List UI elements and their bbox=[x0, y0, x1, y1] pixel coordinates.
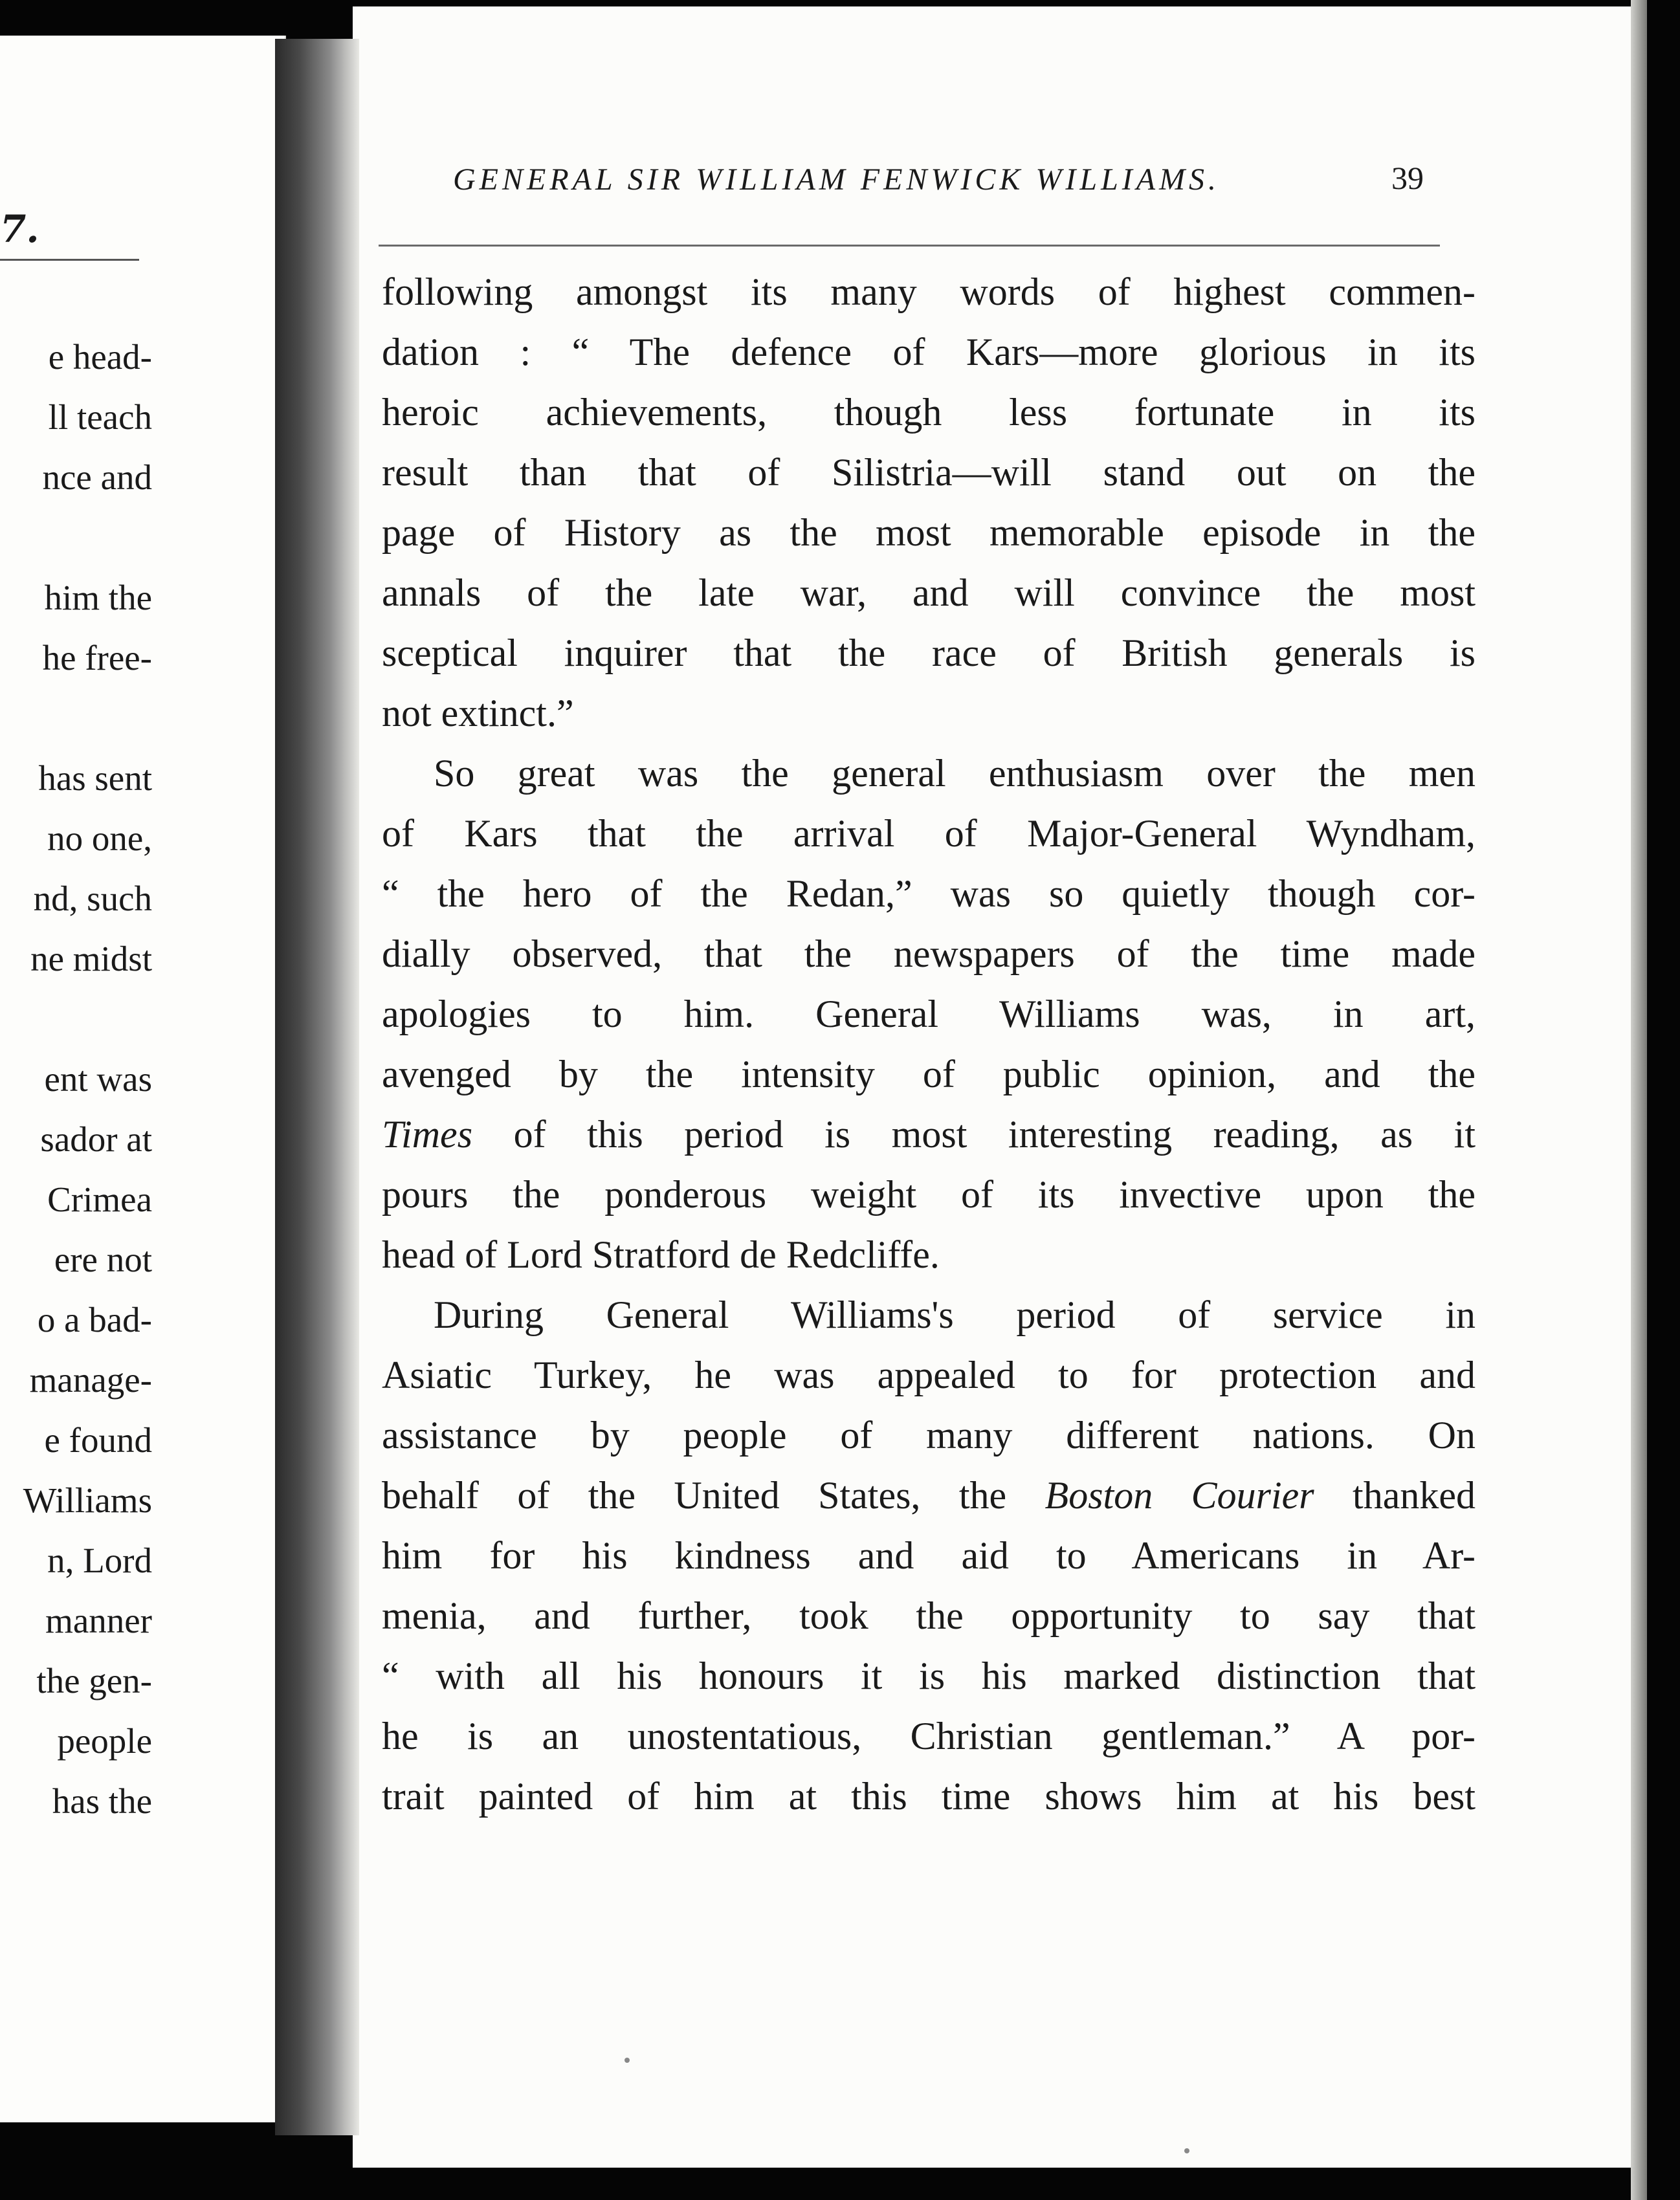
text-line: “ the hero of the Redan,” was so quietly though cor- bbox=[382, 872, 1476, 915]
text-line: During General Williams's period of service in bbox=[434, 1293, 1476, 1336]
text-line: apologies to him. General Williams was, in art, bbox=[382, 993, 1476, 1035]
page-number: 39 bbox=[1391, 160, 1424, 196]
text-line: dially observed, that the newspapers of the time made bbox=[382, 932, 1476, 975]
left-page-text bbox=[23, 327, 152, 1831]
text-line: result than that of Silistria—will stand out on the bbox=[382, 451, 1476, 494]
text-line: dation : “ The defence of Kars—more glorious in its bbox=[382, 331, 1476, 373]
text-line-times bbox=[382, 1105, 1476, 1165]
left-line: people bbox=[57, 1721, 152, 1761]
text-line: of Kars that the arrival of Major-General Wyndham, bbox=[382, 812, 1476, 855]
left-line: sador at bbox=[40, 1119, 152, 1159]
book-gutter-shadow bbox=[275, 39, 359, 2135]
header-rule bbox=[379, 245, 1440, 247]
paragraph-3 bbox=[382, 1285, 1476, 1827]
text-line: not extinct.” bbox=[382, 692, 574, 734]
text-line: assistance by people of many different nations. On bbox=[382, 1414, 1476, 1457]
paragraph-1 bbox=[382, 262, 1476, 743]
left-line-blank bbox=[23, 507, 152, 567]
page-body bbox=[382, 262, 1476, 1827]
left-line: ll teach bbox=[48, 397, 152, 437]
text-line: sceptical inquirer that the race of British generals is bbox=[382, 632, 1476, 674]
page-edge bbox=[1631, 0, 1647, 2200]
text-fragment: of this period is most interesting reading, as it bbox=[513, 1113, 1476, 1156]
left-line: manner bbox=[45, 1601, 152, 1640]
text-line: So great was the general enthusiasm over the men bbox=[434, 752, 1476, 795]
left-line: ne midst bbox=[30, 939, 152, 978]
scan-speck bbox=[624, 2058, 630, 2063]
left-line: nce and bbox=[42, 457, 152, 497]
left-line: o a bad- bbox=[37, 1300, 152, 1339]
text-line: annals of the late war, and will convince the most bbox=[382, 571, 1476, 614]
text-line: he is an unostentatious, Christian gentleman.” A por- bbox=[382, 1715, 1476, 1757]
left-line-blank bbox=[23, 989, 152, 1049]
left-line: n, Lord bbox=[47, 1541, 152, 1580]
left-line: him the bbox=[44, 578, 152, 617]
times-title: Times bbox=[382, 1113, 473, 1156]
text-line: following amongst its many words of highest commen- bbox=[382, 270, 1476, 313]
left-line: he free- bbox=[42, 638, 152, 677]
text-line: Asiatic Turkey, he was appealed to for protection and bbox=[382, 1354, 1476, 1396]
left-line: no one, bbox=[47, 819, 152, 858]
left-line: manage- bbox=[29, 1360, 152, 1400]
left-line: has the bbox=[52, 1781, 152, 1821]
left-line: e found bbox=[44, 1420, 152, 1460]
scan-speck bbox=[1184, 2148, 1189, 2153]
text-line: him for his kindness and aid to Americans in Ar- bbox=[382, 1534, 1476, 1577]
text-line: pours the ponderous weight of its invective upon the bbox=[382, 1173, 1476, 1216]
text-line: head of Lord Stratford de Redcliffe. bbox=[382, 1233, 940, 1276]
text-fragment: thanked bbox=[1353, 1474, 1476, 1517]
text-line: page of History as the most memorable episode in the bbox=[382, 511, 1476, 554]
text-line-boston bbox=[382, 1466, 1476, 1526]
left-line: ere not bbox=[54, 1240, 152, 1279]
text-line: “ with all his honours it is his marked distinction that bbox=[382, 1655, 1476, 1697]
left-header-rule bbox=[0, 259, 139, 261]
left-line: e head- bbox=[48, 337, 152, 377]
left-line: the gen- bbox=[36, 1661, 152, 1700]
running-head-title: GENERAL SIR WILLIAM FENWICK WILLIAMS. bbox=[453, 162, 1221, 197]
left-running-head-fragment: 7. bbox=[0, 207, 39, 251]
text-line: avenged by the intensity of public opinion, and the bbox=[382, 1053, 1476, 1095]
left-line: nd, such bbox=[33, 879, 152, 918]
left-line-blank bbox=[23, 688, 152, 748]
left-page-fragment bbox=[0, 36, 286, 2122]
paragraph-2 bbox=[382, 743, 1476, 1285]
left-line: ent was bbox=[44, 1059, 152, 1099]
text-line: menia, and further, took the opportunity to say that bbox=[382, 1594, 1476, 1637]
boston-courier-title: Boston Courier bbox=[1044, 1474, 1314, 1517]
left-line: has sent bbox=[38, 758, 152, 798]
text-line: heroic achievements, though less fortunate in its bbox=[382, 391, 1476, 434]
left-line: Williams bbox=[23, 1480, 152, 1520]
text-fragment: behalf of the United States, the bbox=[382, 1474, 1007, 1517]
text-line: trait painted of him at this time shows him at his best bbox=[382, 1775, 1476, 1818]
left-line: Crimea bbox=[47, 1180, 152, 1219]
